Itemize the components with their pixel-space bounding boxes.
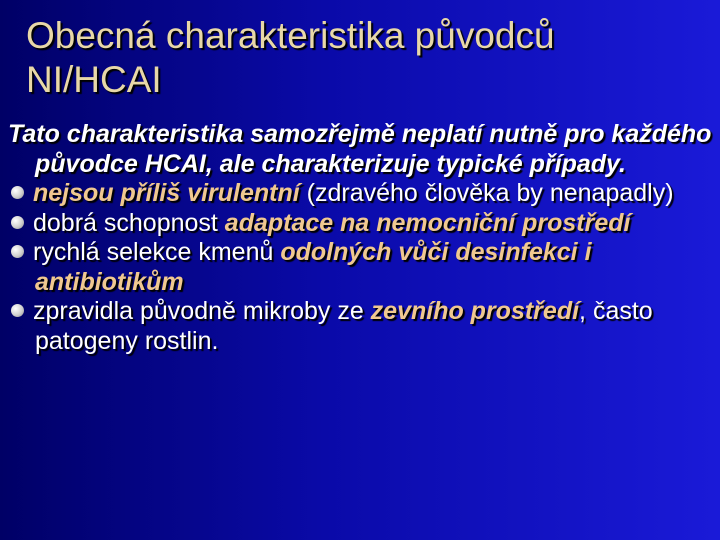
slide-title-line-2: NI/HCAI xyxy=(26,59,162,100)
bullet-dot-icon xyxy=(11,216,24,229)
intro-paragraph: Tato charakteristika samozřejmě neplatí nutně pro každého původce HCAI, ale charakterizuje typické případy. xyxy=(8,120,712,178)
bullet-highlight: odolných vůči desinfekci i antibiotikům xyxy=(35,238,592,296)
bullet-text: rychlá selekce kmenů xyxy=(33,238,281,266)
bullet-highlight: zevního prostředí xyxy=(370,297,580,325)
bullet-text: (zdravého člověka by nenapadly) xyxy=(299,179,674,207)
bullet-highlight: příliš virulentní xyxy=(120,179,300,207)
slide-title-line-1: Obecná charakteristika původců xyxy=(26,15,555,56)
bullet-dot-icon xyxy=(11,245,24,258)
bullet-text: , často patogeny rostlin. xyxy=(35,297,653,355)
bullet-item-2 xyxy=(8,209,714,239)
slide-title xyxy=(26,14,555,102)
bullet-item-3 xyxy=(8,238,714,297)
bullet-text: dobrá schopnost xyxy=(33,208,225,237)
bullet-dot-icon xyxy=(11,304,24,317)
bullet-highlight: adaptace na nemocniční prostředí xyxy=(224,208,631,237)
bullet-item-1 xyxy=(8,179,714,209)
bullet-item-4 xyxy=(8,297,714,356)
slide-content xyxy=(8,120,714,356)
bullet-text: nejsou xyxy=(33,179,121,207)
bullet-text: zpravidla původně mikroby ze xyxy=(33,297,371,325)
bullet-dot-icon xyxy=(11,186,24,199)
